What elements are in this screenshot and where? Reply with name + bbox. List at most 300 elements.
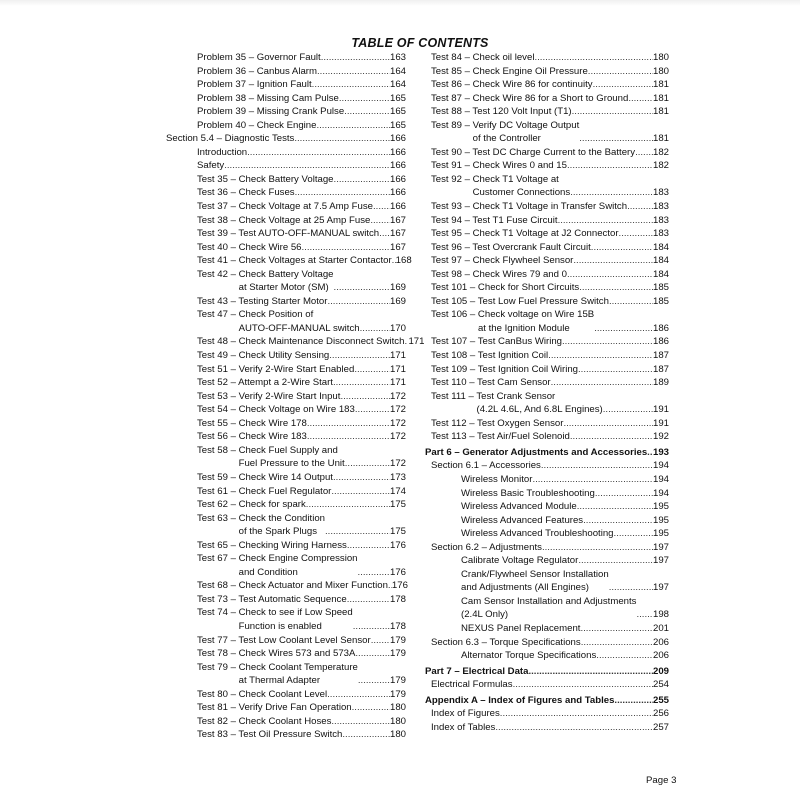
toc-entry-body	[197, 254, 412, 268]
toc-page-number: 187	[652, 363, 669, 375]
toc-entry-title	[197, 92, 339, 106]
toc-page-number: 201	[652, 622, 669, 634]
toc-entry-body	[197, 241, 406, 255]
toc-leader-dots	[329, 349, 390, 363]
toc-entry-title	[431, 349, 548, 363]
toc-entry-title	[431, 268, 567, 282]
toc-entry-test-48-check-maintenance-disconnect-switch[interactable]	[166, 335, 425, 349]
toc-entry-section-5-4-diagnostic-tests[interactable]	[166, 132, 406, 146]
toc-entry-body	[431, 363, 669, 377]
toc-entry-test-101-check-for-short-circuits[interactable]	[425, 281, 669, 295]
toc-entry-title-line1: Test 89 – Verify DC Voltage Output	[431, 119, 580, 131]
toc-entry-test-79-check-coolant-temperature[interactable]	[166, 661, 406, 688]
toc-entry-body	[197, 268, 406, 295]
toc-entry-title-line1: Test 52 – Attempt a 2-Wire Start	[197, 377, 333, 389]
toc-entry-test-41-check-voltages-at-starter-contactor[interactable]	[166, 254, 412, 268]
toc-page-number: 178	[389, 593, 406, 605]
toc-entry-section-6-3-torque-specifications[interactable]	[425, 636, 669, 650]
toc-leader-dots	[513, 678, 653, 692]
toc-entry-cam-sensor-installation-and-adjustments[interactable]	[425, 595, 669, 622]
toc-entry-title	[197, 715, 331, 729]
toc-entry-test-39-test-auto-off-manual-switch[interactable]	[166, 227, 406, 241]
toc-page-number: 176	[391, 580, 408, 592]
toc-entry-body	[197, 403, 406, 417]
toc-entry-title-line1: Test 101 – Check for Short Circuits	[431, 282, 580, 294]
toc-entry-body	[431, 390, 669, 417]
toc-leader-dots	[344, 105, 390, 119]
toc-page-number: 185	[652, 295, 669, 307]
toc-entry-title	[197, 119, 316, 133]
toc-entry-body	[197, 485, 406, 499]
toc-entry-problem-35-governor-fault[interactable]	[166, 51, 406, 65]
toc-entry-problem-37-ignition-fault[interactable]	[166, 78, 406, 92]
toc-entry-body	[197, 728, 406, 742]
toc-entry-title-line2: (2.4L Only)	[461, 609, 509, 621]
toc-entry-safety[interactable]	[166, 159, 406, 173]
toc-entry-title-line1: Index of Figures	[431, 708, 500, 720]
toc-entry-test-113-test-air-fuel-solenoid[interactable]	[425, 430, 669, 444]
toc-entry-test-112-test-oxygen-sensor[interactable]	[425, 417, 669, 431]
toc-entry-title	[197, 268, 334, 295]
toc-entry-test-86-check-wire-86-for-continuity[interactable]	[425, 78, 669, 92]
toc-page-number: 256	[652, 708, 669, 720]
toc-entry-test-108-test-ignition-coil[interactable]	[425, 349, 669, 363]
toc-page-number: 206	[652, 636, 669, 648]
toc-entry-test-81-verify-drive-fan-operation[interactable]	[166, 701, 406, 715]
toc-entry-title-line1: Test 61 – Check Fuel Regulator	[197, 485, 332, 497]
toc-page-number: 163	[389, 52, 406, 63]
toc-leader-dots	[331, 715, 390, 729]
toc-entry-body	[197, 78, 406, 92]
toc-entry-body	[197, 498, 406, 512]
toc-entry-title	[197, 335, 404, 349]
toc-page-number: 176	[389, 566, 406, 578]
toc-entry-body	[431, 254, 669, 268]
toc-entry-problem-36-canbus-alarm[interactable]	[166, 65, 406, 79]
toc-entry-test-68-check-actuator-and-mixer-function[interactable]	[166, 579, 406, 593]
toc-entry-test-83-test-oil-pressure-switch[interactable]	[166, 728, 406, 742]
toc-entry-alternator-torque-specifications[interactable]	[425, 649, 669, 663]
toc-entry-wireless-monitor[interactable]	[425, 473, 669, 487]
toc-leader-dots	[577, 500, 653, 514]
toc-entry-test-105-test-low-fuel-pressure-switch[interactable]	[425, 295, 669, 309]
toc-leader-dots	[334, 281, 390, 295]
toc-entry-title-line1: Test 55 – Check Wire 178	[197, 417, 307, 429]
toc-leader-dots	[307, 430, 390, 444]
toc-entry-test-51-verify-2-wire-start-enabled[interactable]	[166, 363, 406, 377]
toc-entry-wireless-advanced-module[interactable]	[425, 500, 669, 514]
toc-entry-section-6-2-adjustments[interactable]	[425, 541, 669, 555]
toc-entry-test-35-check-battery-voltage[interactable]	[166, 173, 406, 187]
toc-entry-appendix-a-index-of-figures-and-tables[interactable]	[425, 694, 669, 708]
toc-entry-title-line1: Test 97 – Check Flywheel Sensor	[431, 255, 574, 267]
toc-entry-body	[197, 444, 406, 471]
toc-leader-dots	[551, 376, 653, 390]
toc-entry-body	[197, 417, 406, 431]
toc-entry-title	[197, 376, 333, 390]
toc-entry-test-94-test-t1-fuse-circuit[interactable]	[425, 214, 669, 228]
toc-entry-title	[461, 568, 609, 595]
toc-entry-title-line1: Test 105 – Test Low Fuel Pressure Switch	[431, 295, 609, 307]
toc-entry-test-111-test-crank-sensor[interactable]	[425, 390, 669, 417]
toc-entry-test-59-check-wire-14-output[interactable]	[166, 471, 406, 485]
toc-entry-title-line1: Test 48 – Check Maintenance Disconnect Switch	[197, 336, 405, 348]
toc-entry-body	[197, 119, 406, 133]
toc-entry-test-85-check-engine-oil-pressure[interactable]	[425, 65, 669, 79]
toc-entry-title-line1: Test 49 – Check Utility Sensing	[197, 350, 330, 362]
toc-leader-dots	[635, 146, 653, 160]
toc-page-number: 173	[389, 471, 406, 483]
toc-entry-test-42-check-battery-voltage[interactable]	[166, 268, 406, 295]
toc-page-number: 179	[389, 634, 406, 646]
toc-entry-test-36-check-fuses[interactable]	[166, 186, 406, 200]
toc-entry-title-line1: Test 74 – Check to see if Low Speed	[197, 607, 353, 619]
toc-entry-test-56-check-wire-183[interactable]	[166, 430, 406, 444]
toc-entry-part-7-electrical-data[interactable]	[425, 665, 669, 679]
toc-leader-dots	[295, 186, 390, 200]
toc-entry-title	[197, 227, 379, 241]
toc-page-number: 166	[389, 133, 406, 145]
toc-entry-body	[197, 512, 406, 539]
toc-entry-title	[461, 473, 532, 487]
toc-page-number: 197	[652, 555, 669, 567]
toc-entry-test-88-test-120-volt-input-t1[interactable]	[425, 105, 669, 119]
toc-entry-title-line1: Test 85 – Check Engine Oil Pressure	[431, 65, 588, 77]
toc-entry-title-line1: Problem 38 – Missing Cam Pulse	[197, 92, 339, 104]
toc-entry-title-line1: Safety	[197, 160, 225, 172]
toc-entry-title-line2: at Starter Motor (SM)	[238, 282, 329, 294]
toc-entry-test-95-check-t1-voltage-at-j2-connector[interactable]	[425, 227, 669, 241]
toc-entry-body	[425, 446, 669, 460]
toc-entry-body	[197, 606, 406, 633]
toc-entry-electrical-formulas[interactable]	[425, 678, 669, 692]
toc-entry-test-82-check-coolant-hoses[interactable]	[166, 715, 406, 729]
toc-leader-dots	[593, 78, 653, 92]
toc-entry-test-80-check-coolant-level[interactable]	[166, 688, 406, 702]
toc-entry-title-line1: Problem 35 – Governor Fault	[197, 52, 321, 63]
toc-entry-title-line1: Test 39 – Test AUTO-OFF-MANUAL switch	[197, 228, 380, 240]
toc-entry-test-93-check-t1-voltage-in-transfer-switch[interactable]	[425, 200, 669, 214]
toc-entry-body	[431, 678, 669, 692]
toc-entry-title-line1: Test 36 – Check Fuses	[197, 187, 295, 199]
toc-entry-title	[197, 701, 352, 715]
toc-leader-dots	[627, 200, 653, 214]
toc-entry-title	[197, 159, 224, 173]
toc-leader-dots	[373, 200, 390, 214]
toc-entry-title	[461, 595, 636, 622]
toc-entry-body	[431, 119, 669, 146]
toc-entry-body	[197, 349, 406, 363]
toc-entry-test-78-check-wires-573-and-573a[interactable]	[166, 647, 406, 661]
toc-leader-dots	[347, 593, 390, 607]
toc-entry-test-53-verify-2-wire-start-input[interactable]	[166, 390, 406, 404]
toc-entry-title	[166, 132, 294, 146]
toc-entry-test-54-check-voltage-on-wire-183[interactable]	[166, 403, 406, 417]
toc-entry-test-107-test-canbus-wiring[interactable]	[425, 335, 669, 349]
toc-leader-dots	[355, 647, 390, 661]
toc-entry-test-89-verify-dc-voltage-output[interactable]	[425, 119, 669, 146]
toc-page-number: 171	[408, 336, 425, 348]
toc-leader-dots	[358, 566, 390, 580]
toc-entry-title	[431, 105, 572, 119]
toc-entry-test-43-testing-starter-motor[interactable]	[166, 295, 406, 309]
toc-entry-test-106-check-voltage-on-wire-15b[interactable]	[425, 308, 669, 335]
toc-entry-calibrate-voltage-regulator[interactable]	[425, 554, 669, 568]
toc-entry-problem-38-missing-cam-pulse[interactable]	[166, 92, 406, 106]
toc-entry-body	[431, 459, 669, 473]
toc-entry-test-74-check-to-see-if-low-speed[interactable]	[166, 606, 406, 633]
toc-entry-title	[197, 200, 373, 214]
toc-page-number: 197	[652, 582, 669, 594]
toc-entry-body	[431, 636, 669, 650]
toc-entry-title	[197, 308, 360, 335]
toc-entry-title-line1: Wireless Monitor	[461, 473, 533, 485]
toc-leader-dots	[353, 620, 390, 634]
toc-entry-test-49-check-utility-sensing[interactable]	[166, 349, 406, 363]
toc-entry-test-77-test-low-coolant-level-sensor[interactable]	[166, 634, 406, 648]
toc-entry-body	[197, 688, 406, 702]
toc-entry-title-line1: Test 98 – Check Wires 79 and 0	[431, 268, 567, 280]
toc-entry-title	[431, 159, 567, 173]
toc-entry-body	[197, 647, 406, 661]
toc-entry-test-40-check-wire-56[interactable]	[166, 241, 406, 255]
toc-leader-dots	[628, 92, 653, 106]
toc-entry-test-87-check-wire-86-for-a-short-to-ground[interactable]	[425, 92, 669, 106]
toc-entry-body	[197, 390, 406, 404]
toc-entry-title	[425, 694, 614, 708]
toc-entry-test-91-check-wires-0-and-15[interactable]	[425, 159, 669, 173]
toc-entry-title	[197, 552, 358, 579]
toc-entry-title-line1: Test 37 – Check Voltage at 7.5 Amp Fuse	[197, 201, 373, 213]
toc-entry-test-52-attempt-a-2-wire-start[interactable]	[166, 376, 406, 390]
toc-entry-title	[197, 403, 355, 417]
toc-entry-title-line2: at the Ignition Module	[477, 322, 570, 334]
toc-entry-title-line1: Electrical Formulas	[431, 679, 513, 691]
toc-leader-dots	[528, 665, 653, 679]
toc-entry-index-of-figures[interactable]	[425, 707, 669, 721]
toc-entry-test-98-check-wires-79-and-0[interactable]	[425, 268, 669, 282]
toc-entry-section-6-1-accessories[interactable]	[425, 459, 669, 473]
toc-entry-body	[431, 335, 669, 349]
toc-entry-title	[197, 647, 355, 661]
toc-entry-body	[431, 159, 669, 173]
toc-page-number: 172	[389, 417, 406, 429]
toc-page-number: 169	[389, 282, 406, 294]
toc-entry-body	[431, 376, 669, 390]
toc-entry-crank-flywheel-sensor-installation[interactable]	[425, 568, 669, 595]
toc-leader-dots	[333, 376, 390, 390]
toc-leader-dots	[542, 541, 653, 555]
toc-leader-dots	[495, 721, 653, 735]
toc-entry-body	[197, 227, 406, 241]
toc-entry-test-73-test-automatic-sequence[interactable]	[166, 593, 406, 607]
toc-leader-dots	[339, 92, 390, 106]
toc-page-number: 206	[652, 650, 669, 662]
toc-entry-title-line1: Test 88 – Test 120 Volt Input (T1)	[431, 106, 572, 118]
toc-entry-title	[197, 661, 358, 688]
toc-entry-title-line1: Test 110 – Test Cam Sensor	[431, 377, 551, 389]
toc-entry-body	[431, 268, 669, 282]
toc-entry-title	[197, 728, 342, 742]
toc-entry-title-line1: Wireless Basic Troubleshooting	[461, 487, 595, 499]
toc-entry-title	[431, 376, 551, 390]
toc-entry-title	[197, 173, 334, 187]
toc-entry-title-line2: Fuel Pressure to the Unit	[238, 458, 345, 470]
toc-entry-title-line1: Crank/Flywheel Sensor Installation	[461, 568, 609, 580]
toc-page-number: 191	[652, 404, 669, 416]
toc-page-number: 167	[389, 228, 406, 240]
toc-leader-dots	[247, 146, 390, 160]
toc-leader-dots	[317, 65, 390, 79]
toc-entry-title-line1: Test 59 – Check Wire 14 Output	[197, 471, 333, 483]
toc-entry-body	[431, 430, 669, 444]
toc-entry-title	[461, 527, 614, 541]
toc-entry-wireless-basic-troubleshooting[interactable]	[425, 487, 669, 501]
toc-entry-title	[431, 459, 541, 473]
toc-entry-body	[197, 105, 406, 119]
toc-leader-dots	[379, 227, 390, 241]
toc-page-number: 183	[652, 187, 669, 199]
toc-entry-test-58-check-fuel-supply-and[interactable]	[166, 444, 406, 471]
toc-entry-title-line1: Test 79 – Check Coolant Temperature	[197, 661, 358, 673]
toc-entry-title-line1: Section 6.2 – Adjustments	[431, 541, 542, 553]
toc-entry-title-line1: Problem 36 – Canbus Alarm	[197, 65, 317, 77]
toc-entry-test-67-check-engine-compression[interactable]	[166, 552, 406, 579]
toc-page-number: 179	[389, 675, 406, 687]
toc-entry-test-47-check-position-of[interactable]	[166, 308, 406, 335]
toc-entry-test-92-check-t1-voltage-at[interactable]	[425, 173, 669, 200]
toc-entry-title-line1: Section 6.3 – Torque Specifications	[431, 636, 581, 648]
toc-entry-test-110-test-cam-sensor[interactable]	[425, 376, 669, 390]
toc-leader-dots	[334, 173, 390, 187]
toc-entry-body	[197, 214, 406, 228]
toc-entry-test-84-check-oil-level[interactable]	[425, 51, 669, 65]
toc-entry-title-line1: Test 93 – Check T1 Voltage in Transfer Switch	[431, 201, 628, 213]
toc-entry-body	[431, 707, 669, 721]
toc-entry-body	[197, 661, 406, 688]
toc-entry-title-line1: Test 111 – Test Crank Sensor	[431, 390, 556, 402]
toc-leader-dots	[371, 634, 390, 648]
toc-page-number: 175	[389, 499, 406, 511]
toc-page-number: 175	[389, 526, 406, 538]
toc-page-number: 174	[389, 485, 406, 497]
toc-entry-test-65-checking-wiring-harness[interactable]	[166, 539, 406, 553]
toc-entry-title	[431, 541, 542, 555]
toc-leader-dots	[307, 417, 390, 431]
toc-entry-title	[431, 281, 579, 295]
toc-entry-title	[461, 487, 595, 501]
toc-page-number: 167	[389, 241, 406, 253]
toc-entry-title-line2: of the Spark Plugs	[238, 526, 318, 538]
toc-entry-index-of-tables[interactable]	[425, 721, 669, 735]
toc-leader-dots	[302, 241, 390, 255]
toc-entry-test-38-check-voltage-at-25-amp-fuse[interactable]	[166, 214, 406, 228]
toc-page-number: 197	[652, 541, 669, 553]
toc-entry-body	[197, 295, 406, 309]
toc-entry-title-line1: Test 40 – Check Wire 56	[197, 241, 302, 253]
toc-entry-body	[431, 541, 669, 555]
toc-entry-wireless-advanced-features[interactable]	[425, 514, 669, 528]
toc-entry-test-61-check-fuel-regulator[interactable]	[166, 485, 406, 499]
toc-entry-test-97-check-flywheel-sensor[interactable]	[425, 254, 669, 268]
toc-entry-problem-40-check-engine[interactable]	[166, 119, 406, 133]
toc-entry-title-line1: Test 107 – Test CanBus Wiring	[431, 336, 562, 348]
toc-leader-dots	[580, 622, 653, 636]
toc-entry-title	[197, 254, 392, 268]
toc-leader-dots	[500, 707, 653, 721]
toc-page-number: 176	[389, 539, 406, 551]
toc-leader-dots	[294, 132, 390, 146]
toc-entry-body	[431, 65, 669, 79]
toc-entry-title	[197, 390, 340, 404]
toc-leader-dots	[355, 403, 390, 417]
toc-entry-test-96-test-overcrank-fault-circuit[interactable]	[425, 241, 669, 255]
toc-entry-body	[461, 622, 669, 636]
toc-entry-title	[431, 417, 563, 431]
toc-page-number: 187	[652, 350, 669, 362]
toc-entry-introduction[interactable]	[166, 146, 406, 160]
toc-page-number: 164	[389, 79, 406, 91]
toc-entry-title-line1: Test 51 – Verify 2-Wire Start Enabled	[197, 363, 355, 375]
toc-entry-body	[197, 430, 406, 444]
toc-entry-body	[197, 65, 406, 79]
toc-entry-test-90-test-dc-charge-current-to-the-battery[interactable]	[425, 146, 669, 160]
toc-entry-body	[197, 308, 406, 335]
toc-leader-dots	[609, 581, 653, 595]
toc-entry-part-6-generator-adjustments-and-accessories[interactable]	[425, 446, 669, 460]
toc-entry-title	[197, 498, 306, 512]
toc-entry-title	[431, 241, 591, 255]
toc-entry-title-line2: AUTO-OFF-MANUAL switch	[238, 322, 360, 334]
toc-entry-title-line1: Test 43 – Testing Starter Motor	[197, 295, 328, 307]
toc-entry-title-line1: Test 58 – Check Fuel Supply and	[197, 444, 338, 456]
toc-entry-title-line1: Test 81 – Verify Drive Fan Operation	[197, 702, 352, 714]
toc-page-number: 193	[652, 446, 669, 458]
toc-entry-problem-39-missing-crank-pulse[interactable]	[166, 105, 406, 119]
toc-entry-test-109-test-ignition-coil-wiring[interactable]	[425, 363, 669, 377]
toc-entry-title-line1: Test 54 – Check Voltage on Wire 183	[197, 404, 355, 416]
toc-entry-body	[431, 105, 669, 119]
toc-entry-title-line1: Test 38 – Check Voltage at 25 Amp Fuse	[197, 214, 371, 226]
toc-entry-test-37-check-voltage-at-7-5-amp-fuse[interactable]	[166, 200, 406, 214]
toc-page-number: 182	[652, 160, 669, 172]
toc-page-number: 183	[652, 228, 669, 240]
toc-entry-nexus-panel-replacement[interactable]	[425, 622, 669, 636]
toc-entry-test-55-check-wire-178[interactable]	[166, 417, 406, 431]
toc-page-number: 171	[389, 363, 406, 375]
toc-entry-title-line1: NEXUS Panel Replacement	[461, 622, 581, 634]
toc-entry-test-62-check-for-spark[interactable]	[166, 498, 406, 512]
toc-leader-dots	[532, 473, 653, 487]
toc-entry-title-line1: Calibrate Voltage Regulator	[461, 555, 579, 567]
toc-leader-dots	[595, 487, 653, 501]
toc-entry-title-line1: Test 96 – Test Overcrank Fault Circuit	[431, 241, 591, 253]
toc-entry-test-63-check-the-condition[interactable]	[166, 512, 406, 539]
toc-page-number: 189	[652, 377, 669, 389]
toc-entry-body	[431, 146, 669, 160]
toc-entry-title	[197, 214, 370, 228]
toc-entry-title-line1: Test 53 – Verify 2-Wire Start Input	[197, 390, 341, 402]
toc-leader-dots	[572, 105, 653, 119]
toc-entry-title	[431, 363, 578, 377]
toc-page-number: 181	[652, 79, 669, 91]
toc-entry-body	[425, 665, 669, 679]
toc-entry-wireless-advanced-troubleshooting[interactable]	[425, 527, 669, 541]
toc-page-number: 170	[389, 322, 406, 334]
toc-entry-title-line1: Section 5.4 – Diagnostic Tests	[166, 133, 295, 145]
toc-entry-body	[431, 78, 669, 92]
toc-leader-dots	[548, 349, 653, 363]
